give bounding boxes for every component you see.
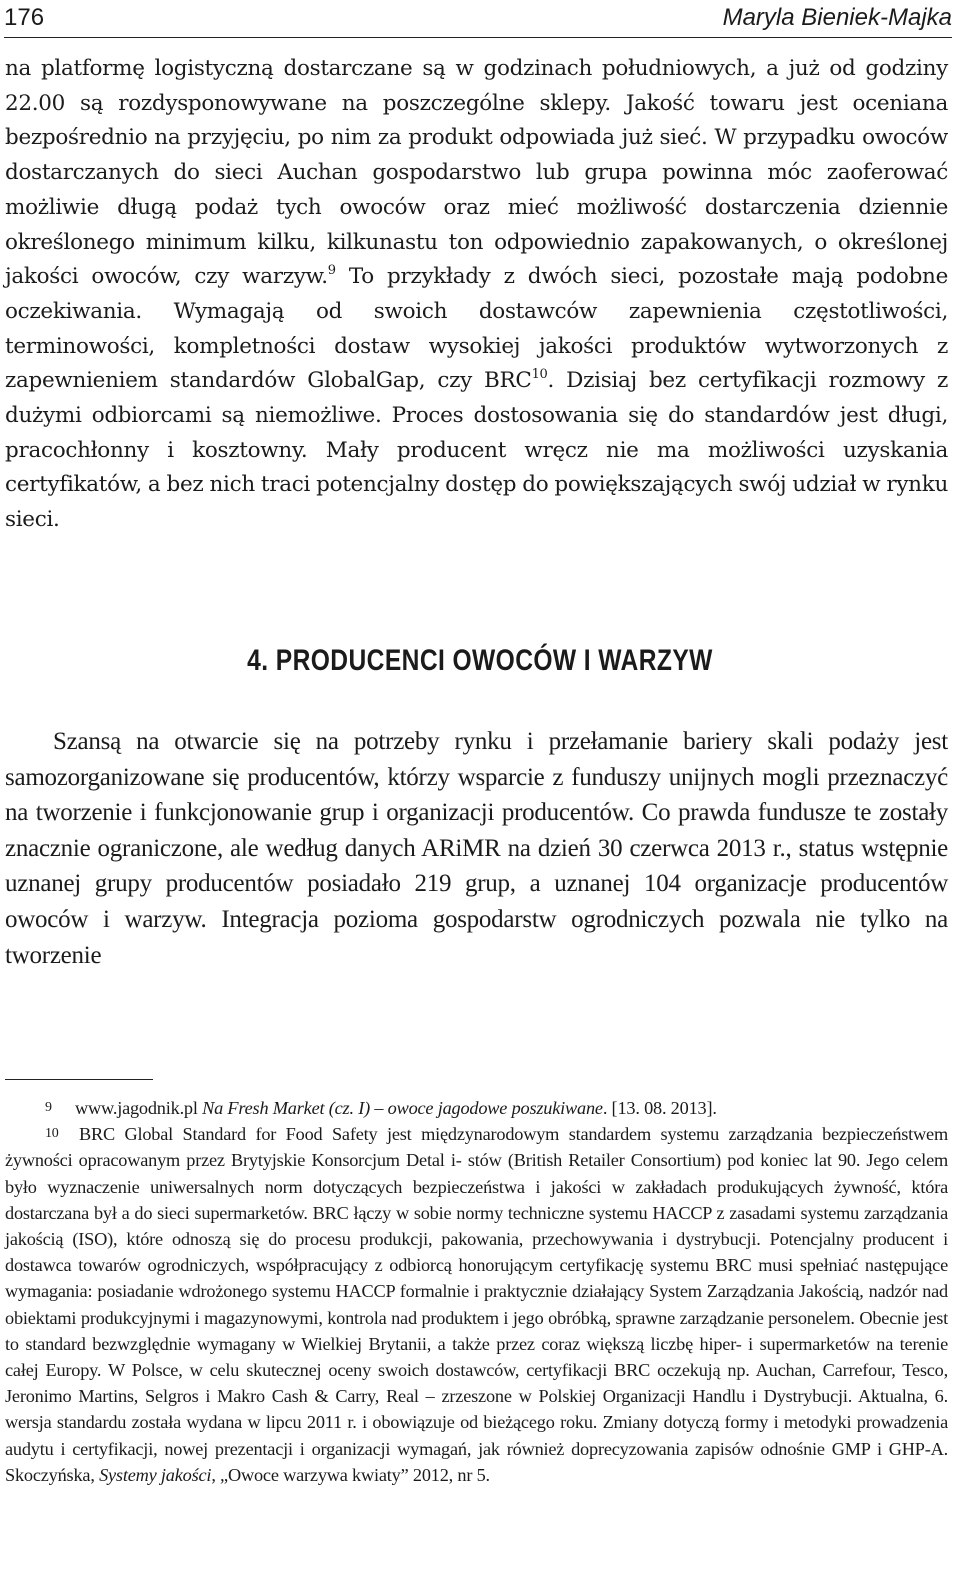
footnote-ref-10[interactable]: 10 bbox=[531, 367, 548, 383]
footnote-ref-9[interactable]: 9 bbox=[327, 263, 336, 279]
body-paragraph-1 bbox=[5, 52, 948, 538]
footnote-rule bbox=[5, 1079, 153, 1080]
footnote-date: . [13. 08. 2013]. bbox=[602, 1098, 717, 1118]
footnote-title: Systemy jakości bbox=[99, 1464, 212, 1485]
paragraph-text: Szansą na otwarcie się na potrzeby rynku i przełamanie bariery skali podaży jest samozorganizowane się producentów, którzy wsparcie z funduszy unijnych mogli przeznaczyć na tworzenie i funkcjonowanie grup i organizacji producentów. Co prawda fundusze te zostały znacznie ograniczone, ale według danych ARiMR na dzień 30 czerwca 2013 r., status wstępnie uznanej grupy producentów posiadało 219 grup, a uznanej 104 organizacje producentów owoców i warzyw. Integracja pozioma gospodarstw ogrodniczych pozwala nie tylko na tworzenie bbox=[5, 728, 948, 969]
footnotes bbox=[5, 1095, 948, 1488]
header-rule bbox=[4, 37, 952, 38]
paragraph-text: na platformę logistyczną dostarczane są w godzinach południowych, a już od godziny 22.00 są rozdysponowywane na poszczególne sklepy. Jakość towaru jest oceniana bezpośrednio na przyjęciu, po nim za produkt odpowiada już sieć. W przypadku owoców dostarczanych do sieci Auchan gospodarstwo lub grupa powinna móc zaoferować możliwie długą podaż tych owoców oraz mieć możliwość dostarczenia dziennie określonego minimum kilku, kilkunastu ton odpowiednio zapakowanych, o określonej jakości owoców, czy warzyw. bbox=[5, 56, 948, 290]
footnote-marker: 9 bbox=[45, 1100, 52, 1115]
paragraph-text: . Dzisiaj bez certyfikacji rozmowy z dużymi odbiorcami są niemożliwe. Proces dostosowania się do standardów jest długi, pracochłonny i kosztowny. Mały producent wręcz nie ma możliwości uzyskania certyfikatów, a bez nich traci potencjalny dostęp do powiększających swój udział w rynku sieci. bbox=[5, 368, 948, 533]
running-header bbox=[4, 0, 952, 40]
footnote-text: , „Owoce warzywa kwiaty” 2012, nr 5. bbox=[211, 1464, 490, 1485]
footnote-9 bbox=[5, 1095, 948, 1121]
footnote-marker: 10 bbox=[45, 1126, 59, 1142]
paragraph-indent bbox=[5, 728, 53, 755]
footnote-text: BRC Global Standard for Food Safety jest międzynarodowym standardem systemu zarządzania bezpieczeństwem żywności opracowanym przez Brytyjskie Konsorcjum Detal i- stów (British Retailer Consortium) pod koniec lat 90. Jego celem było wyznaczenie uniwersalnych norm dotyczących bezpieczeństwa i jakości w zakładach produkujących żywność, która dostarczana był a do sieci supermarketów. BRC łączy w sobie normy techniczne systemu HACCP z zasadami systemu zarządzania jakością (ISO), które odnoszą się do procesu produkcji, pakowania, przechowywania i dystrybucji. Potencjalny producent i dostawca towarów ogrodniczych, współpracujący z odbiorcą honorującym certyfikację systemu BRC musi spełniać następujące wymagania: posiadanie wdrożonego systemu HACCP formalnie i praktycznie działający System Zarządzania Jakością, nadzór nad obiektami produkcyjnymi i magazynowymi, kontrola nad produktem i jego obróbką, sprawne zarządzanie personelem. Obecnie jest to standard bezwzględnie wymagany w Wielkiej Brytanii, a także przez coraz większą liczbę hiper- i supermarketów na terenie całej Europy. W Polsce, w celu skutecznej oceny swoich dostawców, certyfikacji BRC oczekują np. Auchan, Carrefour, Tesco, Jeronimo Martins, Selgros i Makro Cash & Carry, Real – zrzeszone w Polskiej Organizacji Handlu i Dystrybucji. Aktualna, 6. wersja standardu została wydana w lipcu 2011 r. i obowiązuje od bieżącego roku. Zmiany dotyczą formy i metodyki prowadzenia audytu i certyfikacji, nowej prezentacji i organizacji wymagań, jak również doprecyzowania zapisów odnośnie GMP i GHP-A. Skoczyńska, bbox=[5, 1124, 948, 1485]
body-paragraph-2 bbox=[5, 724, 948, 973]
paragraph-text: To przykłady z dwóch sieci, pozostałe mają podobne oczekiwania. Wymagają od swoich dostawców zapewnienia częstotliwości, terminowości, kompletności dostaw wysokiej jakości produktów wytworzonych z zapewnieniem standardów GlobalGap, czy BRC bbox=[5, 264, 948, 394]
footnote-10 bbox=[5, 1121, 948, 1488]
running-author: Maryla Bieniek-Majka bbox=[722, 4, 952, 31]
page-number: 176 bbox=[4, 4, 45, 31]
section-heading: 4. PRODUCENCI OWOCÓW I WARZYW bbox=[247, 644, 713, 677]
footnote-title: Na Fresh Market (cz. I) – owoce jagodowe poszukiwane bbox=[202, 1098, 603, 1118]
footnote-source: www.jagodnik.pl bbox=[75, 1098, 203, 1118]
